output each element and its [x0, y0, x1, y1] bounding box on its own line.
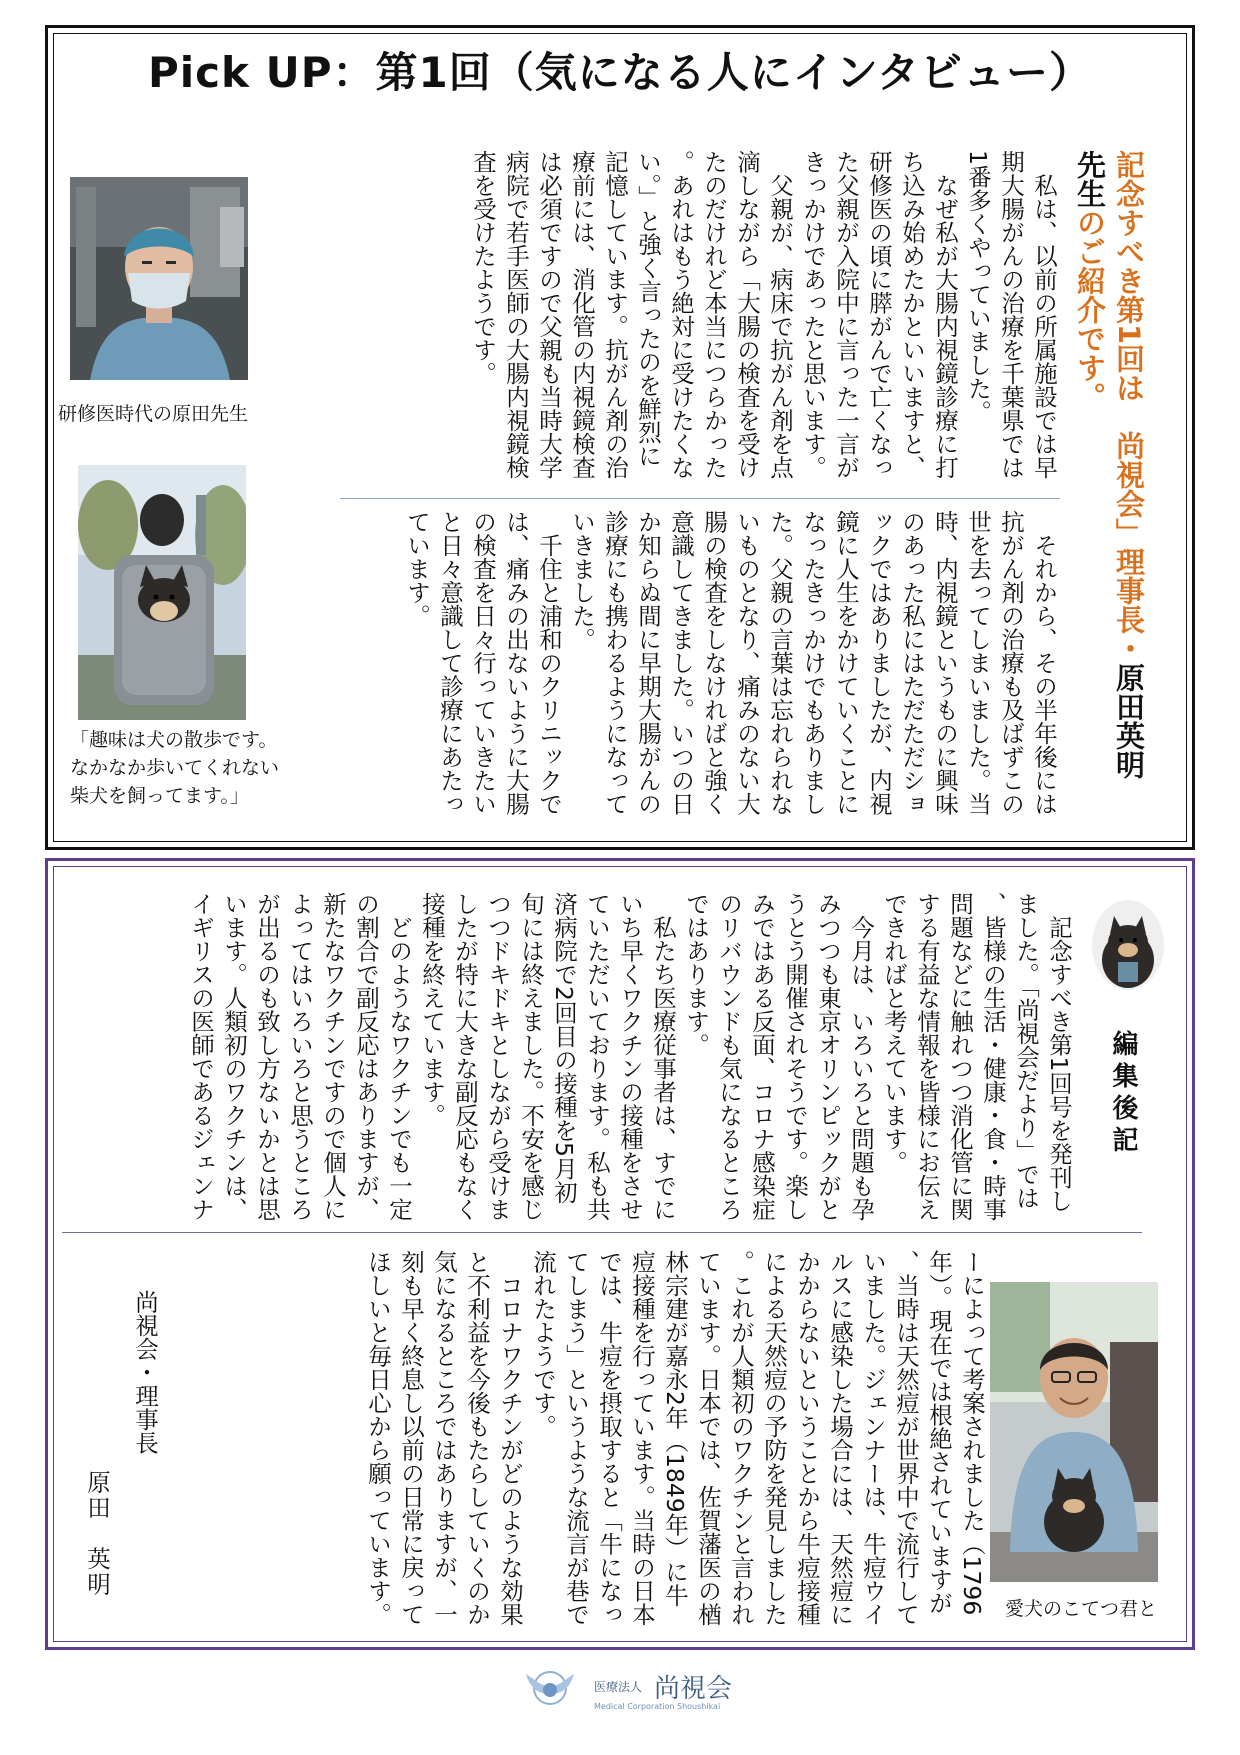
- editor-note-divider: [62, 1232, 1142, 1233]
- clinic-logo: [520, 1660, 760, 1720]
- editor-note-label: 編集後記: [1108, 1030, 1138, 1158]
- dog-caption-line1: 「趣味は犬の散歩です。: [70, 729, 278, 751]
- logo-org-prefix: 医療法人: [594, 1680, 643, 1694]
- signature-org: 尚視会・理事長: [131, 1290, 159, 1455]
- article-divider: [340, 498, 1060, 499]
- heading-intro-suffix: のご紹介です。: [1073, 208, 1107, 411]
- article-upper-text: 私は、以前の所属施設では早期大腸がんの治療を千葉県では1番多くやっていました。 なぜ私が大腸内視鏡診療に打ち込み始めたかといいますと、研修医の頃に膵がんで亡くなった父親が入院中に言った一言がきっかけであったと思います。 父親が、病床で抗がん剤を点滴しながら「大腸の検査を受けたのだけれど本当につらかった。あれはもう絶対に受けたくない。」と強く言ったのを鮮烈に記憶しています。抗がん剤の治療前には、消化管の内視鏡検査は必須ですので父親も当時大学病院で若手医師の大腸内視鏡検査を受けたようです。: [469, 150, 1058, 479]
- logo-roman: Medical Corporation Shoushikai: [594, 1702, 721, 1711]
- editor-note-lower-text: ーによって考案されました（1796年）。現在では根絶されていますが、当時は天然痘が世界中で流行していました。ジェンナーは、牛痘ウイルスに感染した場合には、天然痘にかからないということから牛痘接種による天然痘の予防を発見しました。これが人類初のワクチンと言われています。日本では、佐賀藩医の楢林宗建が嘉永2年（1849年）に牛痘接種を行っています。当時の日本では、牛痘を摂取すると「牛になってしまう」というような流言が巷で流れたようです。 コロナワクチンがどのような効果と不利益を今後もたらしていくのか気になるところではありますが、一刻も早く終息し以前の日常に戻ってほしいと毎日心から願っています。: [364, 1250, 986, 1626]
- doctor-scrubs-photo: [70, 177, 248, 380]
- heading-name-part: 原田英明: [1112, 663, 1146, 780]
- logo-name: 尚視会: [654, 1674, 733, 1704]
- editor-note-upper-text: 記念すべき第1回号を発刊しました。「尚視会だより」では、皆様の生活・健康・食・時事問題などに触れつつ消化管に関する有益な情報を皆様にお伝えできればと考えています。 今月は、いろいろと問題も孕みつつも東京オリンピックがとうとう開催されそうです。楽しみではある反面、コロナ感染症のリバウンドも気になるところではあります。 私たち医療従事者は、すでにいち早くワクチンの接種をさせていただいております。私も共済病院で2回目の接種を5月初旬には終えました。不安を感じつつドキドキとしながら受けましたが特に大きな副反応もなく接種を終えています。 どのようなワクチンでも一定の割合で副反応はありますが、新たなワクチンですので個人によってはいろいろと思うところが出るのも致し方ないかとは思います。人類初のワクチンは、イギリスの医師であるジェンナ: [187, 892, 1073, 1221]
- signature-name: 原田 英明: [83, 1470, 111, 1598]
- dog-backpack-photo: [78, 465, 246, 720]
- man-with-dog-photo: [990, 1282, 1158, 1582]
- dog-photo-caption: [70, 726, 279, 810]
- article-lower-text: それから、その半年後には抗がん剤の治療も及ばずこの世を去ってしまいました。当時、内視鏡というものに興味のあった私にはただただショックではありましたが、内視鏡に人生をかけていくことになったきっかけでもありました。父親の言葉は忘れられないものとなり、痛みのない大腸の検査をしなければと強く意識してきました。いつの日か知らぬ間に早期大腸がんの診療にも携わるようになっていきました。 千住と浦和のクリニックでは、痛みの出ないように大腸の検査を日々行っていきたいと日々意識して診療にあたっています。: [403, 510, 1058, 816]
- interview-heading: [1062, 150, 1148, 790]
- heading-sensei: 先生: [1073, 150, 1107, 208]
- shiba-avatar: [1092, 900, 1164, 990]
- dog-caption-line2: なかなか歩いてくれない: [70, 757, 280, 779]
- man-dog-photo-caption: 愛犬のこてつ君と: [1005, 1598, 1158, 1620]
- heading-orange-part: 記念すべき第1回は 尚視会」理事長・: [1112, 150, 1146, 664]
- doctor-photo-caption: 研修医時代の原田先生: [58, 403, 249, 425]
- page-title: Pick UP：第1回（気になる人にインタビュー）: [147, 48, 1093, 97]
- dog-caption-line3: 柴犬を飼ってます。」: [70, 785, 249, 807]
